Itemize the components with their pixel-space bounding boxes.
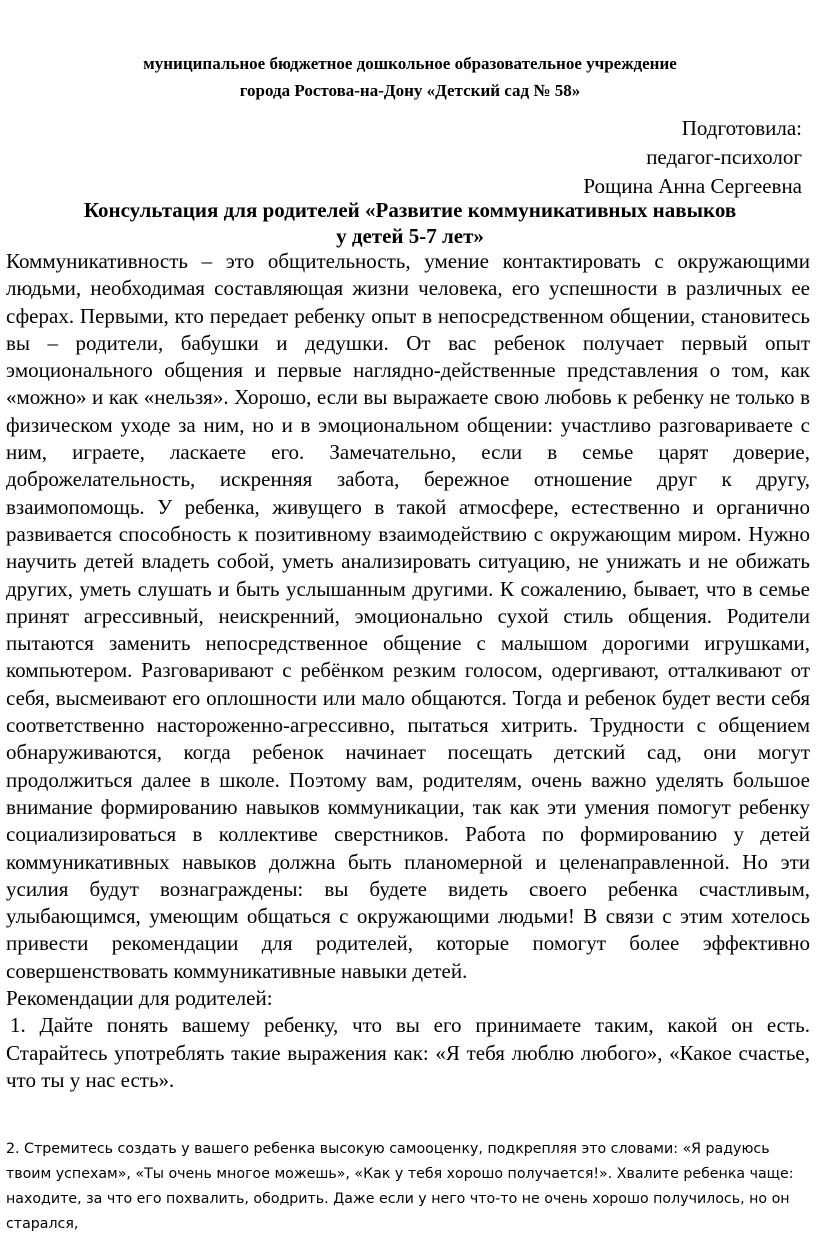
recommendation-2: 2. Стремитесь создать у вашего ребенка высокую самооценку, подкрепляя это словами: «Я радуюсь твоим успехам», «Ты очень многое можешь», «Как у тебя хорошо получается!». Хвалите ребенка чаще: находите, за что его похвалить, ободрить. Даже если у него что-то не очень хорошо получилось, но он старался,	[6, 1141, 794, 1232]
author-prepared-by: Подготовила:	[681, 116, 802, 140]
recommendation-1: 1. Дайте понять вашему ребенку, что вы его принимаете таким, какой он есть. Старайтесь употреблять такие выражения как: «Я тебя люблю любого», «Какое счастье, что ты у нас есть».	[6, 1013, 810, 1092]
institution-line-2: города Ростова-на-Дону «Детский сад № 58»	[239, 81, 581, 100]
title-line-1: Консультация для родителей «Развитие коммуникативных навыков	[83, 198, 737, 222]
document-title	[10, 197, 810, 249]
title-line-2: у детей 5-7 лет»	[336, 224, 484, 248]
main-paragraph: Коммуникативность – это общительность, умение контактировать с окружающими людьми, необходимая составляющая жизни человека, его успешности в различных ее сферах. Первыми, кто передает ребенку опыт в непосредственном общении, становитесь вы – родители, бабушки и дедушки. От вас ребенок получает первый опыт эмоционального общения и первые наглядно-действенные представления о том, как «можно» и как «нельзя». Хорошо, если вы выражаете свою любовь к ребенку не только в физическом уходе за ним, но и в эмоциональном общении: участливо разговариваете с ним, играете, ласкаете его. Замечательно, если в семье царят доверие, доброжелательность, искренняя забота, бережное отношение друг к другу, взаимопомощь. У ребенка, живущего в такой атмосфере, естественно и органично развивается способность к позитивному взаимодействию с окружающим миром. Нужно научить детей владеть собой, уметь анализировать ситуацию, не унижать и не обижать других, уметь слушать и быть услышанным другими. К сожалению, бывает, что в семье принят агрессивный, неискренний, эмоционально сухой стиль общения. Родители пытаются заменить непосредственное общение с малышом дорогими игрушками, компьютером. Разговаривают с ребёнком резким голосом, одергивают, отталкивают от себя, высмеивают его оплошности или мало общаются. Тогда и ребенок будет вести себя соответственно настороженно-агрессивно, пытаться хитрить. Трудности с общением обнаруживаются, когда ребенок начинает посещать детский сад, они могут продолжиться далее в школе. Поэтому вам, родителям, очень важно уделять большое внимание формированию навыков коммуникации, так как эти умения помогут ребенку социализироваться в коллективе сверстников. Работа по формированию у детей коммуникативных навыков должна быть планомерной и целенаправленной. Но эти усилия будут вознаграждены: вы будете видеть своего ребенка счастливым, улыбающимся, умеющим общаться с окружающими людьми! В связи с этим хотелось привести рекомендации для родителей, которые помогут более эффективно совершенствовать коммуникативные навыки детей.	[6, 249, 810, 983]
document-body	[6, 248, 810, 1094]
recommendations-heading: Рекомендации для родителей:	[6, 986, 273, 1011]
institution-header	[40, 50, 780, 104]
author-name: Рощина Анна Сергеевна	[583, 174, 802, 198]
author-position: педагог-психолог	[646, 145, 802, 169]
author-block	[583, 114, 802, 201]
institution-line-1: муниципальное бюджетное дошкольное образовательное учреждение	[143, 54, 677, 73]
